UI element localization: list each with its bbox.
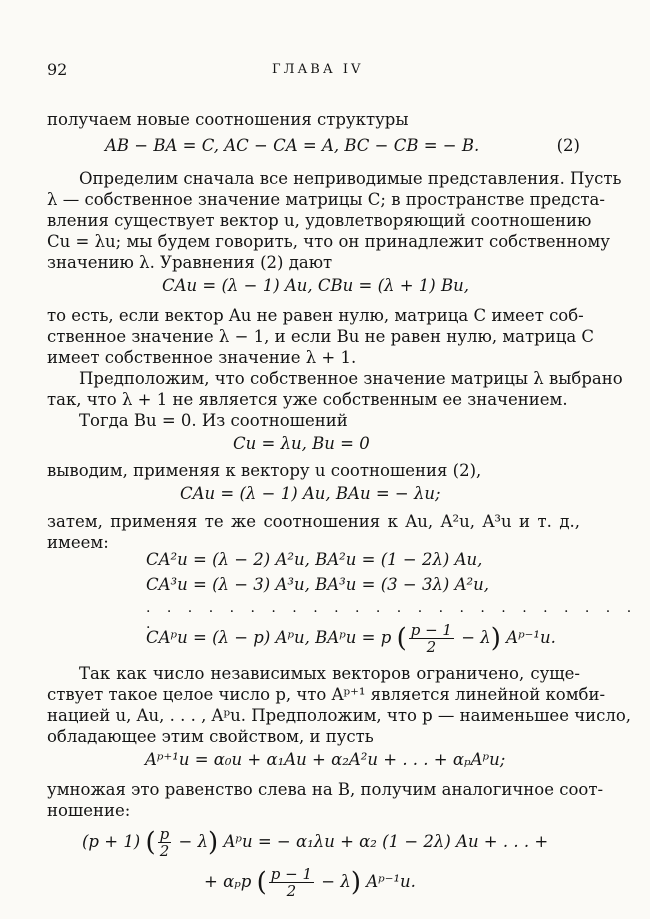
equation-cu: Cu = λu, Bu = 0 xyxy=(233,434,370,453)
paragraph-6-line: затем, применяя те же соотношения к Au, A²u, A³u и т. д., xyxy=(47,512,580,531)
equation-a2: CA²u = (λ − 2) A²u, BA²u = (1 − 2λ) Au, xyxy=(146,550,483,569)
fraction xyxy=(269,866,314,899)
paragraph-3-line: Предположим, что собственное значение матрицы λ выбрано xyxy=(79,369,623,388)
equation-ap-left: CAᵖu = (λ − p) Aᵖu, BAᵖu = p xyxy=(146,628,392,647)
paragraph-3-line: так, что λ + 1 не является уже собственным ее значением. xyxy=(47,390,568,409)
right-paren: ) xyxy=(350,867,361,898)
fraction-numerator: p − 1 xyxy=(410,621,452,639)
equation-last-1-after: − λ xyxy=(178,832,209,851)
paragraph-1-line: Определим сначала все неприводимые представления. Пусть xyxy=(79,169,622,188)
fraction-numerator: p − 1 xyxy=(270,865,313,883)
paragraph-8-line: умножая это равенство слева на B, получим аналогичное соот- xyxy=(47,780,604,799)
equation-last-2-after: − λ xyxy=(321,872,351,891)
paragraph-6-line: имеем: xyxy=(47,533,109,552)
left-paren: ( xyxy=(256,867,267,898)
equation-cau-2: CAu = (λ − 1) Au, BAu = − λu; xyxy=(180,484,441,503)
equation-last-2-right: Aᵖ⁻¹u. xyxy=(366,872,416,891)
left-paren: ( xyxy=(396,623,407,654)
left-paren: ( xyxy=(145,827,156,858)
paragraph-7-line: Так как число независимых векторов ограничено, суще- xyxy=(79,664,580,683)
paragraph-1-line: Cu = λu; мы будем говорить, что он принадлежит собственному xyxy=(47,232,611,251)
equation-last-1 xyxy=(82,826,548,859)
paragraph-8-line: ношение: xyxy=(47,801,131,820)
paragraph-2-line: то есть, если вектор Au не равен нулю, матрица C имеет соб- xyxy=(47,306,584,325)
equation-last-2 xyxy=(204,866,416,899)
equation-cau: CAu = (λ − 1) Au, CBu = (λ + 1) Bu, xyxy=(162,276,469,295)
fraction xyxy=(409,622,454,655)
equation-2-text: AB − BA = C, AC − CA = A, BC − CB = − B. xyxy=(105,136,480,155)
paragraph-7-line: обладающее этим свойством, и пусть xyxy=(47,727,374,746)
ellipsis-row: . . . . . . . . . . . . . . . . . . . . . . . . . xyxy=(146,600,638,632)
equation-last-2-left: + αₚp xyxy=(204,872,252,891)
equation-last-1-right: Aᵖu = − α₁λu + α₂ (1 − 2λ) Au + . . . + xyxy=(223,832,549,851)
fraction-denominator: 2 xyxy=(426,638,437,656)
paragraph-1-line: значению λ. Уравнения (2) дают xyxy=(47,253,333,272)
paragraph-4-line: Тогда Bu = 0. Из соотношений xyxy=(79,411,348,430)
equation-ap xyxy=(146,622,556,655)
intro-line: получаем новые соотношения структуры xyxy=(47,110,409,129)
fraction xyxy=(158,826,172,859)
paragraph-7-line: нацией u, Au, . . . , Aᵖu. Предположим, что p — наименьшее число, xyxy=(47,706,632,725)
chapter-title: ГЛАВА IV xyxy=(272,62,364,77)
equation-a3: CA³u = (λ − 3) A³u, BA³u = (3 − 3λ) A²u, xyxy=(146,575,490,594)
equation-ap-after: − λ xyxy=(461,628,491,647)
equation-ap-right: Aᵖ⁻¹u. xyxy=(506,628,556,647)
paragraph-2-line: имеет собственное значение λ + 1. xyxy=(47,348,357,367)
equation-combination: Aᵖ⁺¹u = α₀u + α₁Au + α₂A²u + . . . + αₚAᵖu; xyxy=(145,750,506,769)
fraction-denominator: 2 xyxy=(286,882,297,900)
paragraph-2-line: ственное значение λ − 1, и если Bu не равен нулю, матрица C xyxy=(47,327,595,346)
paragraph-7-line: ствует такое целое число p, что Aᵖ⁺¹ является линейной комби- xyxy=(47,685,606,704)
page-number: 92 xyxy=(47,60,68,79)
right-paren: ) xyxy=(208,827,219,858)
equation-last-1-left: (p + 1) xyxy=(82,832,141,851)
paragraph-1-line: λ — собственное значение матрицы C; в пространстве предста- xyxy=(47,190,605,209)
equation-2-label: (2) xyxy=(556,136,580,155)
equation-2 xyxy=(105,136,580,156)
paragraph-5-line: выводим, применяя к вектору u соотношения (2), xyxy=(47,461,482,480)
fraction-denominator: 2 xyxy=(159,842,170,860)
fraction-numerator: p xyxy=(159,825,170,843)
right-paren: ) xyxy=(490,623,501,654)
paragraph-1-line: вления существует вектор u, удовлетворяющий соотношению xyxy=(47,211,592,230)
